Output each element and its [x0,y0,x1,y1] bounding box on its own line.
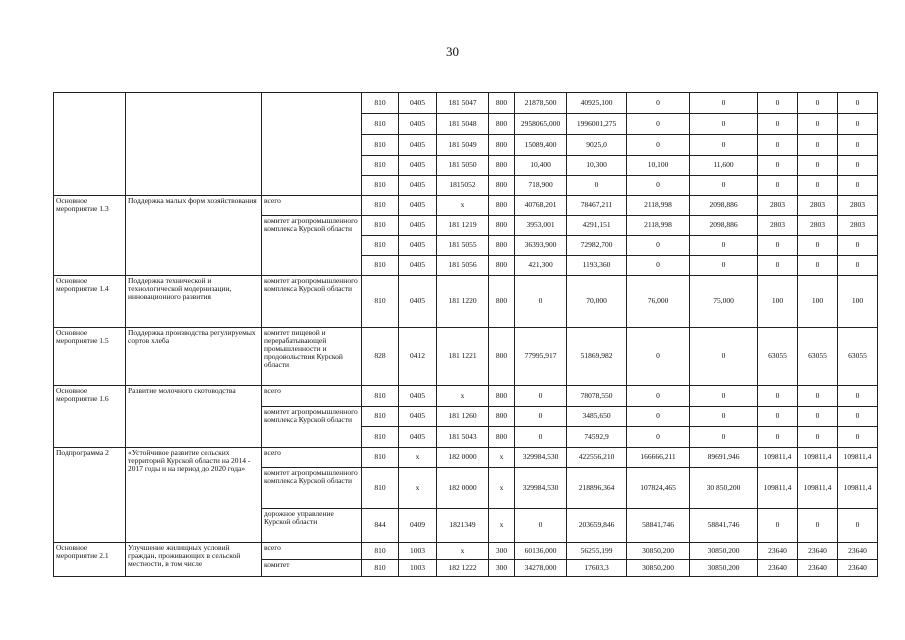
code-csr-cell: x [437,543,489,560]
code-vr-cell: 800 [489,176,515,196]
event-name-cell: Развитие молочного скотоводства [126,386,262,448]
value-col-4-cell: 0 [690,236,758,256]
code-csr-cell: 181 1260 [437,407,489,427]
table-row [54,543,878,560]
code-rzpr-cell: 0405 [399,276,437,328]
value-col-3-cell: 0 [627,328,690,386]
value-col-5-cell: 109811,4 [758,448,798,468]
code-grbs-cell: 810 [362,216,399,236]
value-col-5-cell: 2803 [758,216,798,236]
code-csr-cell: 181 5048 [437,114,489,135]
value-col-1-cell: 15089,400 [515,135,567,156]
code-csr-cell: 182 1222 [437,560,489,577]
executor-cell: дорожное управление Курской области [262,509,362,543]
executor-cell: комитет агропромышленного комплекса Курской области [262,276,362,328]
code-rzpr-cell: 0405 [399,256,437,276]
table-row [54,448,878,468]
value-col-5-cell: 100 [758,276,798,328]
value-col-6-cell: 0 [798,386,838,407]
code-rzpr-cell: x [399,468,437,509]
value-col-1-cell: 77995,917 [515,328,567,386]
value-col-1-cell: 0 [515,427,567,448]
value-col-3-cell: 0 [627,135,690,156]
code-grbs-cell: 828 [362,328,399,386]
code-csr-cell: 181 1219 [437,216,489,236]
value-col-4-cell: 0 [690,256,758,276]
value-col-2-cell: 3485,650 [567,407,627,427]
value-col-5-cell: 2803 [758,196,798,216]
value-col-5-cell: 0 [758,407,798,427]
value-col-2-cell: 51869,982 [567,328,627,386]
code-rzpr-cell: 0405 [399,386,437,407]
code-rzpr-cell: 0405 [399,135,437,156]
value-col-7-cell: 0 [838,427,878,448]
value-col-7-cell: 0 [838,386,878,407]
code-rzpr-cell: 0405 [399,427,437,448]
code-vr-cell: 800 [489,196,515,216]
subprogram-name-cell: «Устойчивое развитие сельских территорий Курской области на 2014 - 2017 годы и на период до 2020 года» [126,448,262,543]
value-col-5-cell: 0 [758,509,798,543]
value-col-6-cell: 0 [798,407,838,427]
page-number: 30 [446,44,459,59]
value-col-6-cell: 0 [798,156,838,176]
value-col-7-cell: 0 [838,156,878,176]
value-col-7-cell: 23640 [838,543,878,560]
code-rzpr-cell: 0409 [399,509,437,543]
value-col-3-cell: 0 [627,386,690,407]
value-col-2-cell: 56255,199 [567,543,627,560]
value-col-6-cell: 0 [798,93,838,114]
code-rzpr-cell: 0405 [399,176,437,196]
value-col-2-cell: 78078,550 [567,386,627,407]
value-col-2-cell: 70,000 [567,276,627,328]
value-col-5-cell: 0 [758,256,798,276]
value-col-6-cell: 23640 [798,560,838,577]
value-col-3-cell: 10,100 [627,156,690,176]
code-csr-cell: 182 0000 [437,468,489,509]
value-col-7-cell: 23640 [838,560,878,577]
value-col-4-cell: 0 [690,176,758,196]
value-col-6-cell: 0 [798,509,838,543]
value-col-6-cell: 100 [798,276,838,328]
executor-cell: комитет [262,560,362,577]
code-vr-cell: 800 [489,114,515,135]
value-col-4-cell: 0 [690,114,758,135]
event-name-cell: Улучшение жилищных условий граждан, проживающих в сельской местности, в том числе [126,543,262,577]
code-rzpr-cell: 0405 [399,156,437,176]
value-col-2-cell: 422556,210 [567,448,627,468]
code-csr-cell: 1815052 [437,176,489,196]
value-col-3-cell: 0 [627,93,690,114]
value-col-7-cell: 0 [838,176,878,196]
value-col-2-cell: 17603,3 [567,560,627,577]
code-grbs-cell: 810 [362,114,399,135]
value-col-7-cell: 0 [838,509,878,543]
code-csr-cell: 1821349 [437,509,489,543]
value-col-4-cell: 58841,746 [690,509,758,543]
value-col-7-cell: 0 [838,93,878,114]
value-col-3-cell: 166666,211 [627,448,690,468]
code-vr-cell: 300 [489,560,515,577]
value-col-1-cell: 718,900 [515,176,567,196]
value-col-6-cell: 109811,4 [798,448,838,468]
value-col-7-cell: 2803 [838,196,878,216]
value-col-4-cell: 0 [690,427,758,448]
value-col-1-cell: 329984,530 [515,448,567,468]
code-grbs-cell: 810 [362,156,399,176]
value-col-2-cell: 40925,100 [567,93,627,114]
code-csr-cell: 181 5049 [437,135,489,156]
value-col-6-cell: 0 [798,427,838,448]
code-vr-cell: 800 [489,156,515,176]
value-col-1-cell: 421,300 [515,256,567,276]
value-col-2-cell: 1193,360 [567,256,627,276]
code-csr-cell: 181 5043 [437,427,489,448]
code-vr-cell: 800 [489,93,515,114]
event-name-cell: Поддержка производства регулируемых сортов хлеба [126,328,262,386]
subprogram-code-cell: Подпрограмма 2 [54,448,126,543]
table-row [54,196,878,216]
cell-blank [262,93,362,196]
value-col-1-cell: 0 [515,386,567,407]
value-col-1-cell: 0 [515,276,567,328]
value-col-4-cell: 30850,200 [690,560,758,577]
executor-cell: всего [262,386,362,407]
code-csr-cell: 181 5055 [437,236,489,256]
code-rzpr-cell: 0405 [399,236,437,256]
value-col-3-cell: 30850,200 [627,560,690,577]
value-col-7-cell: 0 [838,407,878,427]
value-col-7-cell: 0 [838,256,878,276]
code-csr-cell: 181 1221 [437,328,489,386]
value-col-6-cell: 0 [798,176,838,196]
value-col-6-cell: 63055 [798,328,838,386]
value-col-2-cell: 1996001,275 [567,114,627,135]
value-col-3-cell: 2118,998 [627,216,690,236]
code-csr-cell: 181 5047 [437,93,489,114]
code-csr-cell: 182 0000 [437,448,489,468]
value-col-1-cell: 21878,500 [515,93,567,114]
value-col-3-cell: 107824,465 [627,468,690,509]
code-vr-cell: 800 [489,216,515,236]
code-vr-cell: x [489,509,515,543]
value-col-2-cell: 203659,846 [567,509,627,543]
value-col-4-cell: 2098,886 [690,216,758,236]
code-vr-cell: 800 [489,276,515,328]
code-rzpr-cell: x [399,448,437,468]
value-col-2-cell: 10,300 [567,156,627,176]
value-col-4-cell: 0 [690,135,758,156]
executor-cell: комитет агропромышленного комплекса Курской области [262,407,362,448]
code-grbs-cell: 810 [362,543,399,560]
cell-blank [54,93,126,196]
value-col-1-cell: 3953,001 [515,216,567,236]
table-row [54,386,878,407]
code-vr-cell: 800 [489,256,515,276]
value-col-3-cell: 58841,746 [627,509,690,543]
code-grbs-cell: 810 [362,176,399,196]
value-col-2-cell: 74592,9 [567,427,627,448]
value-col-7-cell: 109811,4 [838,468,878,509]
executor-cell: комитет пищевой и перерабатывающей промышленности и продовольствия Курской области [262,328,362,386]
value-col-4-cell: 11,600 [690,156,758,176]
code-rzpr-cell: 0405 [399,93,437,114]
code-grbs-cell: 810 [362,427,399,448]
event-name-cell: Поддержка малых форм хозяйствования [126,196,262,276]
value-col-7-cell: 109811,4 [838,448,878,468]
code-grbs-cell: 810 [362,560,399,577]
code-rzpr-cell: 0405 [399,407,437,427]
value-col-3-cell: 30850,200 [627,543,690,560]
value-col-4-cell: 0 [690,328,758,386]
value-col-6-cell: 109811,4 [798,468,838,509]
code-vr-cell: 800 [489,328,515,386]
value-col-7-cell: 100 [838,276,878,328]
executor-cell: всего [262,448,362,468]
value-col-5-cell: 0 [758,386,798,407]
value-col-5-cell: 0 [758,176,798,196]
value-col-4-cell: 0 [690,386,758,407]
code-grbs-cell: 810 [362,386,399,407]
value-col-7-cell: 63055 [838,328,878,386]
value-col-5-cell: 0 [758,93,798,114]
code-csr-cell: x [437,196,489,216]
value-col-2-cell: 9025,0 [567,135,627,156]
code-grbs-cell: 810 [362,448,399,468]
code-grbs-cell: 810 [362,196,399,216]
value-col-7-cell: 0 [838,114,878,135]
value-col-4-cell: 30 850,200 [690,468,758,509]
value-col-1-cell: 34278,000 [515,560,567,577]
event-code-cell: Основное мероприятие 1.5 [54,328,126,386]
code-grbs-cell: 810 [362,407,399,427]
code-grbs-cell: 810 [362,93,399,114]
value-col-7-cell: 2803 [838,216,878,236]
code-csr-cell: 181 5056 [437,256,489,276]
value-col-2-cell: 4291,151 [567,216,627,236]
event-name-cell: Поддержка технической и технологической модернизации, инновационного развития [126,276,262,328]
code-grbs-cell: 810 [362,236,399,256]
executor-cell: комитет агропромышленного комплекса Курской области [262,216,362,276]
event-code-cell: Основное мероприятие 1.4 [54,276,126,328]
code-csr-cell: 181 1220 [437,276,489,328]
table-row [54,276,878,328]
value-col-4-cell: 75,000 [690,276,758,328]
code-vr-cell: 800 [489,236,515,256]
value-col-1-cell: 0 [515,407,567,427]
executor-cell: всего [262,196,362,216]
value-col-1-cell: 0 [515,509,567,543]
value-col-3-cell: 0 [627,114,690,135]
value-col-4-cell: 89691,946 [690,448,758,468]
event-code-cell: Основное мероприятие 1.6 [54,386,126,448]
executor-cell: всего [262,543,362,560]
value-col-2-cell: 0 [567,176,627,196]
value-col-2-cell: 218896,364 [567,468,627,509]
value-col-7-cell: 0 [838,135,878,156]
value-col-5-cell: 23640 [758,543,798,560]
value-col-3-cell: 0 [627,176,690,196]
table-row [54,93,878,114]
value-col-5-cell: 0 [758,156,798,176]
value-col-2-cell: 72982,700 [567,236,627,256]
value-col-3-cell: 0 [627,256,690,276]
code-vr-cell: x [489,448,515,468]
value-col-3-cell: 0 [627,236,690,256]
value-col-1-cell: 329984,530 [515,468,567,509]
code-rzpr-cell: 0412 [399,328,437,386]
value-col-7-cell: 0 [838,236,878,256]
value-col-5-cell: 109811,4 [758,468,798,509]
value-col-5-cell: 63055 [758,328,798,386]
value-col-5-cell: 0 [758,135,798,156]
code-rzpr-cell: 0405 [399,196,437,216]
code-grbs-cell: 810 [362,135,399,156]
code-vr-cell: 800 [489,135,515,156]
code-grbs-cell: 810 [362,256,399,276]
code-rzpr-cell: 1003 [399,543,437,560]
table-row [54,328,878,386]
value-col-5-cell: 0 [758,427,798,448]
value-col-6-cell: 2803 [798,196,838,216]
code-rzpr-cell: 0405 [399,216,437,236]
code-vr-cell: 800 [489,407,515,427]
value-col-1-cell: 40768,201 [515,196,567,216]
value-col-2-cell: 78467,211 [567,196,627,216]
value-col-3-cell: 76,000 [627,276,690,328]
value-col-3-cell: 0 [627,427,690,448]
code-grbs-cell: 810 [362,276,399,328]
code-rzpr-cell: 0405 [399,114,437,135]
value-col-5-cell: 0 [758,114,798,135]
value-col-1-cell: 2958065,000 [515,114,567,135]
value-col-6-cell: 0 [798,114,838,135]
value-col-4-cell: 0 [690,93,758,114]
code-grbs-cell: 844 [362,509,399,543]
value-col-5-cell: 23640 [758,560,798,577]
value-col-6-cell: 23640 [798,543,838,560]
cell-blank [126,93,262,196]
event-code-cell: Основное мероприятие 1.3 [54,196,126,276]
event-code-cell: Основное мероприятие 2.1 [54,543,126,577]
value-col-4-cell: 30850,200 [690,543,758,560]
code-rzpr-cell: 1003 [399,560,437,577]
value-col-6-cell: 0 [798,135,838,156]
value-col-6-cell: 0 [798,256,838,276]
code-csr-cell: x [437,386,489,407]
code-vr-cell: 800 [489,386,515,407]
code-csr-cell: 181 5050 [437,156,489,176]
code-grbs-cell: 810 [362,468,399,509]
value-col-3-cell: 0 [627,407,690,427]
code-vr-cell: x [489,468,515,509]
value-col-6-cell: 2803 [798,216,838,236]
value-col-4-cell: 2098,886 [690,196,758,216]
executor-cell: комитет агропромышленного комплекса Курской области [262,468,362,509]
value-col-1-cell: 10,400 [515,156,567,176]
value-col-3-cell: 2118,998 [627,196,690,216]
budget-table [53,92,878,577]
value-col-4-cell: 0 [690,407,758,427]
value-col-1-cell: 36393,900 [515,236,567,256]
value-col-1-cell: 60136,000 [515,543,567,560]
code-vr-cell: 300 [489,543,515,560]
value-col-6-cell: 0 [798,236,838,256]
code-vr-cell: 800 [489,427,515,448]
value-col-5-cell: 0 [758,236,798,256]
